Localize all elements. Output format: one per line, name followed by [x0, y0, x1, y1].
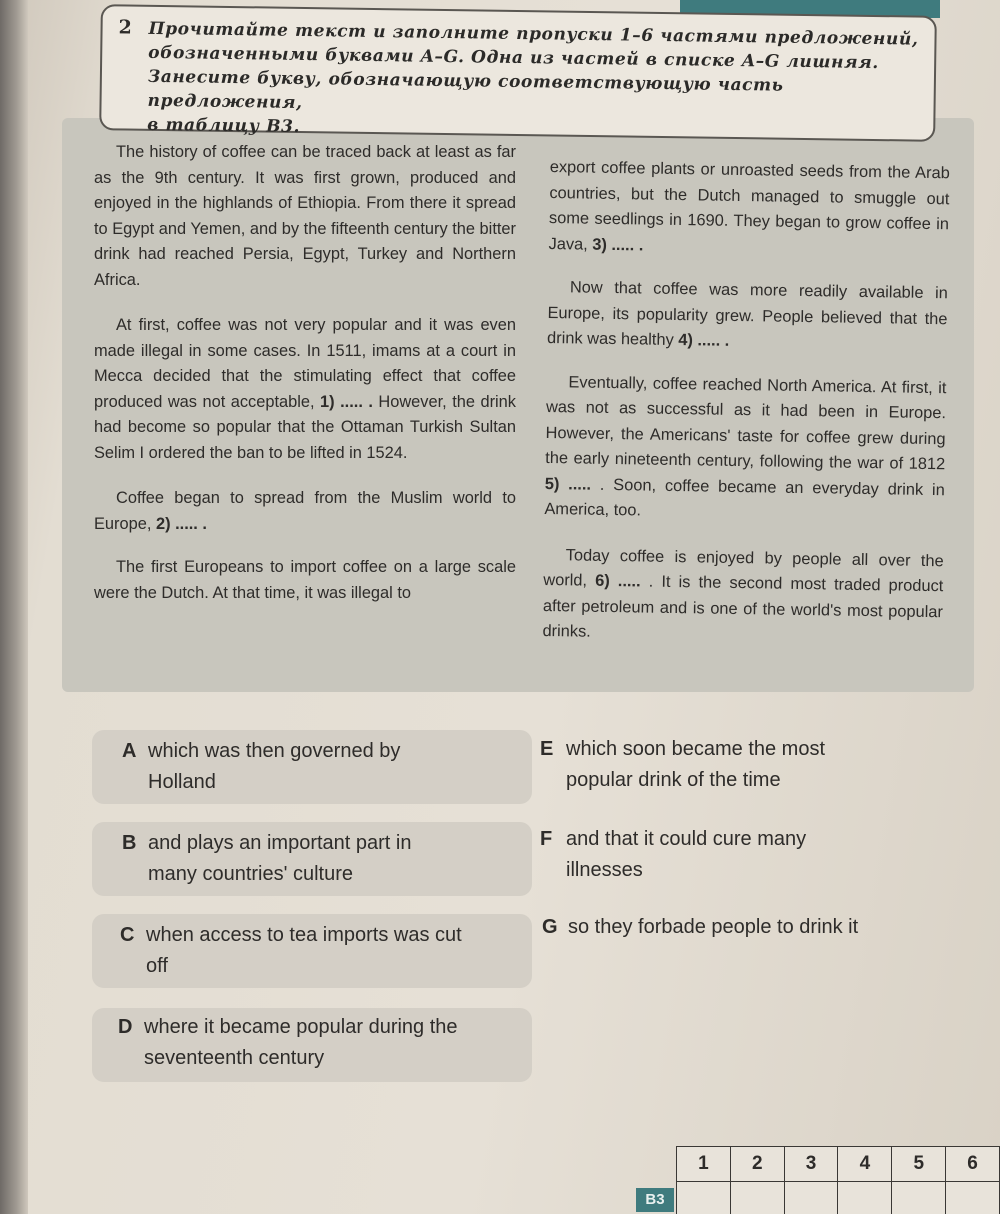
option-letter: D — [118, 1016, 133, 1038]
paragraph-dutch: The first Europeans to import coffee on a large scale were the Dutch. At that time, it was illegal to — [94, 558, 516, 602]
option-letter: F — [540, 828, 553, 850]
option-text: when access to tea imports was cut off — [146, 924, 462, 977]
option-text: which soon became the most popular drink of the time — [566, 738, 826, 791]
option-letter: C — [120, 924, 135, 946]
answer-column-2: 2 — [730, 1147, 784, 1182]
option-c — [120, 920, 480, 982]
instruction-line: Прочитайте текст и заполните пропуски 1–6 частями предложений, — [148, 18, 919, 50]
option-text: so they forbade people to drink it — [568, 916, 859, 938]
option-text: and plays an important part in many countries' culture — [148, 832, 412, 885]
task-number: 2 — [118, 16, 132, 39]
option-text: which was then governed by Holland — [148, 740, 401, 793]
instruction-line: Занесите букву, обозначающую соответствующую часть предложения, — [147, 66, 784, 113]
option-b — [122, 828, 462, 890]
answer-table — [676, 1146, 1000, 1214]
paragraph-europe: Coffee began to spread from the Muslim world to Europe, 2) ..... . — [94, 489, 516, 533]
b3-label: B3 — [636, 1188, 674, 1212]
answer-column-5: 5 — [892, 1147, 946, 1182]
answer-column-4: 4 — [838, 1147, 892, 1182]
answer-column-1: 1 — [677, 1147, 731, 1182]
answer-cell-5[interactable] — [892, 1182, 946, 1214]
gap-3: 3) ..... . — [592, 235, 644, 254]
option-e — [540, 734, 860, 796]
instruction-line: обозначенными буквами A–G. Одна из частей в списке A–G лишняя. — [148, 42, 879, 74]
paragraph-dutch-continued: export coffee plants or unroasted seeds from the Arab countries, but the Dutch managed to smuggle out some seedlings in 1690. They began to grow coffee in Java, 3) ..... . — [548, 157, 950, 254]
text-column-right — [542, 155, 950, 651]
option-g — [542, 912, 902, 943]
gap-2: 2) ..... . — [155, 514, 207, 533]
paragraph-origins: The history of coffee can be traced back at least as far as the 9th century. It was first grown, produced and enjoyed in the highlands of Ethiopia. From there it spread to Egypt and Yemen, and by the fifteenth century the bitter drink had reached Persia, Egypt, Turkey and Northern Africa. — [94, 143, 516, 289]
answer-column-3: 3 — [784, 1147, 838, 1182]
answer-table-header-row — [677, 1147, 1000, 1182]
option-a — [122, 736, 462, 798]
instruction-text — [147, 17, 921, 148]
answer-cell-2[interactable] — [730, 1182, 784, 1214]
option-text: where it became popular during the seventeenth century — [144, 1016, 458, 1069]
book-binding-shadow — [0, 0, 28, 1214]
gap-4: 4) ..... . — [678, 331, 730, 350]
text-column-left — [94, 140, 516, 606]
answer-column-6: 6 — [946, 1147, 1000, 1182]
paragraph-illegal: At first, coffee was not very popular and it was even made illegal in some cases. In 1511, imams at a court in Mecca decided that the stimulating effect that coffee produced was not acceptable, 1) ..... . However, the drink had become so popular that the Ottaman Turkish Sultan Selim I ordered the ban to be lifted in 1524. — [94, 316, 516, 462]
option-letter: E — [540, 738, 554, 760]
answer-cell-1[interactable] — [677, 1182, 731, 1214]
option-letter: B — [122, 832, 137, 854]
answer-table-input-row — [677, 1182, 1000, 1214]
gap-5: 5) ..... — [544, 474, 592, 494]
option-text: and that it could cure many illnesses — [566, 828, 807, 881]
gap-6: 6) ..... — [595, 571, 641, 591]
answer-cell-4[interactable] — [838, 1182, 892, 1214]
option-letter: G — [542, 916, 558, 938]
answer-cell-6[interactable] — [946, 1182, 1000, 1214]
paragraph-america: Eventually, coffee reached North America. At first, it was not as successful as it had been in Europe. However, the Americans' taste for coffee grew during the early nineteenth century, following the war of 1812 5) ..... . Soon, coffee became an everyday drink in America, too. — [544, 372, 947, 520]
instruction-line: в таблицу B3. — [147, 114, 301, 137]
instruction-box — [99, 4, 937, 142]
gap-1: 1) ..... . — [320, 392, 373, 411]
paragraph-today: Today coffee is enjoyed by people all over the world, 6) ..... . It is the second most traded product after petroleum and is one of the world's most popular drinks. — [542, 545, 944, 641]
answer-cell-3[interactable] — [784, 1182, 838, 1214]
paragraph-popularity: Now that coffee was more readily available in Europe, its popularity grew. People believed that the drink was healthy 4) ..... . — [546, 278, 949, 350]
option-f — [540, 824, 860, 886]
option-d — [118, 1012, 488, 1074]
option-letter: A — [122, 740, 137, 762]
